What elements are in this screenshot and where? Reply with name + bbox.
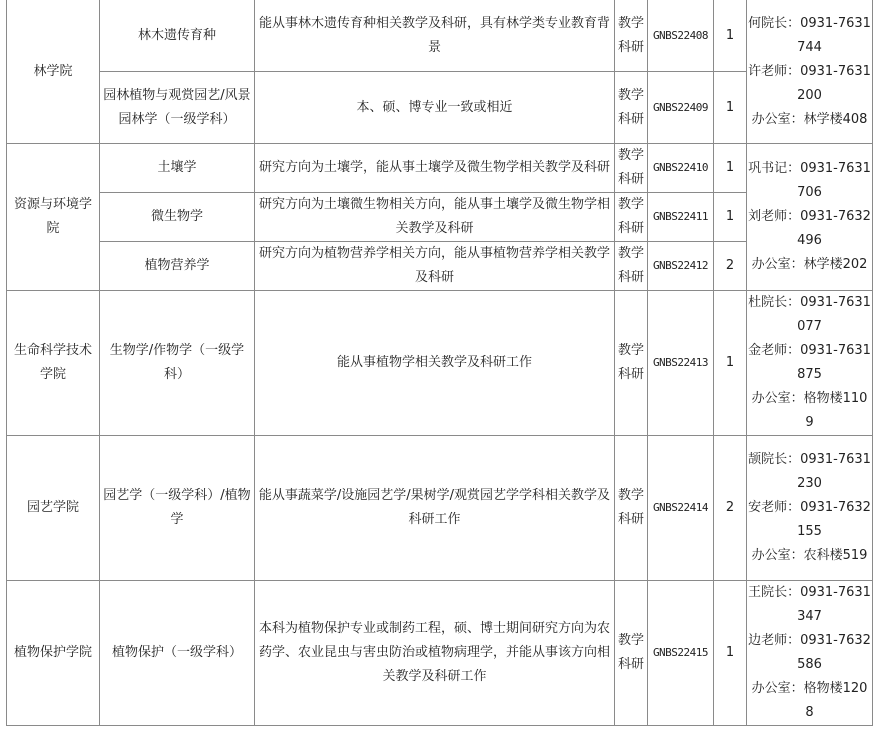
table-row [7,72,873,144]
count-cell: 1 [714,291,747,436]
contact-line: 许老师：0931-7631200 [748,63,871,103]
contact-line: 办公室：格物楼1109 [751,391,868,430]
requirement-cell: 本、硕、博专业一致或相近 [255,72,615,144]
contact-cell [747,436,873,581]
requirement-cell: 能从事植物学相关教学及科研工作 [255,291,615,436]
contact-line: 巩书记：0931-7631706 [748,161,871,200]
college-cell: 植物保护学院 [7,581,100,726]
contact-line: 边老师：0931-7632586 [748,633,871,672]
contact-cell [747,0,873,144]
table-row [7,291,873,436]
major-cell: 植物保护（一级学科） [100,581,255,726]
college-cell: 生命科学技术学院 [7,291,100,436]
contact-line: 刘老师：0931-7632496 [748,209,871,248]
contact-line: 办公室：格物楼1208 [751,681,868,720]
code-cell: GNBS22414 [648,436,714,581]
count-cell: 2 [714,436,747,581]
type-cell: 教学科研 [615,72,648,144]
contact-line: 办公室：林学楼408 [751,111,868,127]
type-cell: 教学科研 [615,0,648,72]
college-cell: 资源与环境学院 [7,144,100,291]
requirement-cell: 能从事蔬菜学/设施园艺学/果树学/观赏园艺学学科相关教学及科研工作 [255,436,615,581]
contact-cell [747,291,873,436]
contact-line: 何院长：0931-7631744 [748,15,871,55]
table-row [7,144,873,193]
type-cell: 教学科研 [615,436,648,581]
contact-line: 金老师：0931-7631875 [748,343,871,382]
type-cell: 教学科研 [615,242,648,291]
major-cell: 微生物学 [100,193,255,242]
college-cell: 园艺学院 [7,436,100,581]
table-row [7,193,873,242]
count-cell: 1 [714,581,747,726]
count-cell: 2 [714,242,747,291]
count-cell: 1 [714,0,747,72]
code-cell: GNBS22408 [648,0,714,72]
code-cell: GNBS22411 [648,193,714,242]
contact-line: 安老师：0931-7632155 [748,500,871,539]
type-cell: 教学科研 [615,291,648,436]
type-cell: 教学科研 [615,581,648,726]
code-cell: GNBS22409 [648,72,714,144]
requirement-cell: 本科为植物保护专业或制药工程，硕、博士期间研究方向为农药学、农业昆虫与害虫防治或植物病理学，并能从事该方向相关教学及科研工作 [255,581,615,726]
count-cell: 1 [714,193,747,242]
requirement-cell: 研究方向为土壤学，能从事土壤学及微生物学相关教学及科研 [255,144,615,193]
requirement-cell: 研究方向为植物营养学相关方向，能从事植物营养学相关教学及科研 [255,242,615,291]
requirement-cell: 研究方向为土壤微生物相关方向，能从事土壤学及微生物学相关教学及科研 [255,193,615,242]
contact-line: 办公室：农科楼519 [751,548,868,563]
positions-table [6,0,873,726]
major-cell: 土壤学 [100,144,255,193]
contact-line: 王院长：0931-7631347 [748,585,871,624]
code-cell: GNBS22415 [648,581,714,726]
major-cell: 园艺学（一级学科）/植物学 [100,436,255,581]
college-cell: 林学院 [7,0,100,144]
code-cell: GNBS22413 [648,291,714,436]
table-row [7,0,873,72]
major-cell: 植物营养学 [100,242,255,291]
table-row [7,581,873,726]
type-cell: 教学科研 [615,193,648,242]
table-row [7,436,873,581]
major-cell: 生物学/作物学（一级学科） [100,291,255,436]
contact-line: 办公室：林学楼202 [751,257,868,272]
contact-line: 杜院长：0931-7631077 [748,295,871,334]
contact-cell [747,581,873,726]
count-cell: 1 [714,144,747,193]
type-cell: 教学科研 [615,144,648,193]
contact-cell [747,144,873,291]
code-cell: GNBS22410 [648,144,714,193]
requirement-cell: 能从事林木遗传育种相关教学及科研，具有林学类专业教育背景 [255,0,615,72]
count-cell: 1 [714,72,747,144]
major-cell: 园林植物与观赏园艺/风景园林学（一级学科） [100,72,255,144]
contact-line: 颉院长：0931-7631230 [748,452,871,491]
table-row [7,242,873,291]
major-cell: 林木遗传育种 [100,0,255,72]
code-cell: GNBS22412 [648,242,714,291]
